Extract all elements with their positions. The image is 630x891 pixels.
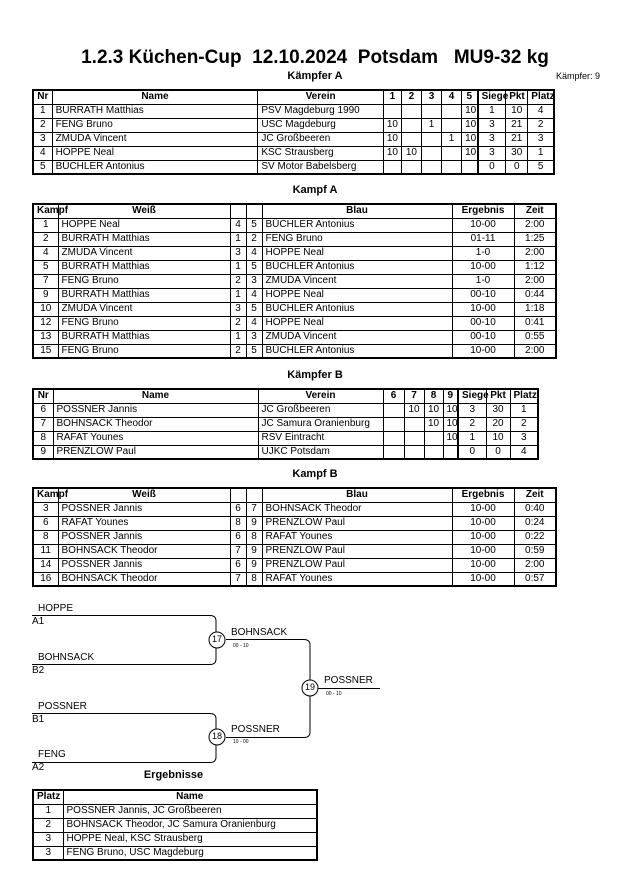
fights_a-cell: 4 [33, 246, 58, 260]
pool_a-cell: 3 [528, 132, 554, 146]
bracket-entrant-2-seed: B2 [32, 665, 45, 676]
pool_a-cell: 1 [33, 104, 52, 118]
results-cell: HOPPE Neal, KSC Strausberg [63, 832, 317, 846]
fights_b-cell: 14 [33, 558, 58, 572]
fights_a-cell: 13 [33, 330, 58, 344]
bracket-entrant-1-name: HOPPE [38, 603, 74, 614]
pool_a-cell: 10 [383, 146, 401, 160]
fights_a-cell: BURRATH Matthias [58, 260, 230, 274]
fights_b-header-0: Kampf [33, 488, 58, 502]
fights_a-cell: 0:41 [514, 316, 556, 330]
pool_b-cell: UJKC Potsdam [258, 445, 383, 459]
pool_a-cell: 21 [506, 132, 528, 146]
fights_a-cell: 1 [230, 288, 246, 302]
bracket-entrant-4-seed: A2 [32, 762, 45, 773]
fights_a-cell: 2 [33, 232, 58, 246]
fights_a-cell: 10-00 [452, 302, 514, 316]
fights_b-cell: 16 [33, 572, 58, 586]
pool_a-cell: 21 [506, 118, 528, 132]
pool_b-cell: 7 [33, 417, 53, 431]
results-cell: FENG Bruno, USC Magdeburg [63, 846, 317, 860]
pool_b-cell: 1 [458, 431, 486, 445]
pool_a-cell: 1 [528, 146, 554, 160]
pool_a-cell: 0 [478, 160, 506, 174]
fights_a-cell: 1:25 [514, 232, 556, 246]
fights_b-cell: 10-00 [452, 530, 514, 544]
fights_a-cell: 0:44 [514, 288, 556, 302]
fights_a-cell: 3 [230, 246, 246, 260]
results-cell: 3 [33, 846, 63, 860]
fights_a-cell: 5 [33, 260, 58, 274]
fights_b-cell: POSSNER Jannis [58, 558, 230, 572]
fights_a-cell: 5 [246, 260, 262, 274]
fights_b-cell: 8 [246, 530, 262, 544]
pool_b-header-9: Platz [510, 389, 538, 403]
pool_b-cell: 3 [510, 431, 538, 445]
fights_a-cell: 00-10 [452, 316, 514, 330]
fights_a-cell: 1-0 [452, 246, 514, 260]
fights_b-header-5: Ergebnis [452, 488, 514, 502]
pool_b-cell: 6 [33, 403, 53, 417]
table-row [33, 832, 317, 846]
semi-1-winner: BOHNSACK [231, 627, 288, 638]
fights_a-cell: 10-00 [452, 344, 514, 358]
fights_b-cell: RAFAT Younes [58, 516, 230, 530]
fights_b-cell: 8 [230, 516, 246, 530]
fights_a-cell: ZMUDA Vincent [58, 302, 230, 316]
fights_a-cell: 7 [33, 274, 58, 288]
semi-1-score: 00 - 10 [233, 643, 249, 649]
results-title: Ergebnisse [143, 769, 204, 781]
pool_a-cell: PSV Magdeburg 1990 [258, 104, 383, 118]
fights_a-cell: 10-00 [452, 260, 514, 274]
pool_b-header-1: Name [53, 389, 258, 403]
table-row [33, 804, 317, 818]
pool_a-header-1: Name [52, 90, 258, 104]
fights_b-cell: PRENZLOW Paul [262, 558, 452, 572]
pool_a-cell: FENG Bruno [52, 118, 258, 132]
fights_a-cell: FENG Bruno [58, 274, 230, 288]
fights_a-cell: 4 [230, 218, 246, 232]
results-header-0: Platz [33, 790, 63, 804]
fights_a-cell: FENG Bruno [58, 316, 230, 330]
pool_b-cell: 0 [486, 445, 510, 459]
results-header-1: Name [63, 790, 317, 804]
pool_b-cell: PRENZLOW Paul [53, 445, 258, 459]
fights_a-cell: 01-11 [452, 232, 514, 246]
fights_b-cell: 0:24 [514, 516, 556, 530]
pool_a-header-3: 1 [383, 90, 401, 104]
pool_a-cell: KSC Strausberg [258, 146, 383, 160]
pool_a-cell: 5 [33, 160, 52, 174]
pool_b-cell: 8 [33, 431, 53, 445]
pool_a-cell: 3 [478, 132, 506, 146]
fights_a-cell: 2:00 [514, 246, 556, 260]
fights_a-cell: BURRATH Matthias [58, 232, 230, 246]
fights_b-cell: 2:00 [514, 558, 556, 572]
pool_a-header-8: Siege [478, 90, 506, 104]
table-row [33, 818, 317, 832]
fights_b-cell: 0:22 [514, 530, 556, 544]
pool_a-header-4: 2 [401, 90, 421, 104]
fights_a-header-0: Kampf [33, 204, 58, 218]
pool_a-cell: 4 [33, 146, 52, 160]
bracket-entrant-3-name: POSSNER [38, 701, 87, 712]
fights_b-cell: 9 [246, 558, 262, 572]
pool_b-cell: 10 [424, 403, 443, 417]
pool_b-cell: 1 [510, 403, 538, 417]
pool_b-cell: 0 [458, 445, 486, 459]
pool_a-cell: 30 [506, 146, 528, 160]
fights_a-cell: HOPPE Neal [262, 316, 452, 330]
fights_a-cell: ZMUDA Vincent [262, 330, 452, 344]
fights_a-header-4: Blau [262, 204, 452, 218]
pool_a-cell: 5 [528, 160, 554, 174]
fights_b-cell: 3 [33, 502, 58, 516]
fights_a-cell: BURRATH Matthias [58, 330, 230, 344]
fights_b-header-1: Weiß [58, 488, 230, 502]
page-title: 1.2.3 Küchen-Cup 12.10.2024 Potsdam MU9-32 kg [81, 47, 549, 68]
fights_a-cell: 1:12 [514, 260, 556, 274]
fights_a-cell: BÜCHLER Antonius [262, 344, 452, 358]
pool_a-cell: BURRATH Matthias [52, 104, 258, 118]
fights_a-cell: 00-10 [452, 330, 514, 344]
fights_b-cell: PRENZLOW Paul [262, 544, 452, 558]
fights_a-cell: 0:55 [514, 330, 556, 344]
results-cell: POSSNER Jannis, JC Großbeeren [63, 804, 317, 818]
fights_b-cell: 9 [246, 516, 262, 530]
fights_b-cell: 6 [230, 502, 246, 516]
fights_a-cell: 1-0 [452, 274, 514, 288]
fights_a-cell: BÜCHLER Antonius [262, 260, 452, 274]
pool_a-cell: 3 [478, 146, 506, 160]
fights_a-header-5: Ergebnis [452, 204, 514, 218]
fights_a-cell: 10 [33, 302, 58, 316]
fights_b-cell: PRENZLOW Paul [262, 516, 452, 530]
fights_a-cell: 9 [33, 288, 58, 302]
fights_b-header-6: Zeit [514, 488, 556, 502]
fights_a-cell: 2 [230, 316, 246, 330]
pool-a-title: Kämpfer A [287, 70, 343, 82]
fights_a-cell: HOPPE Neal [262, 246, 452, 260]
fights_b-cell: 6 [230, 558, 246, 572]
pool_a-cell: 2 [528, 118, 554, 132]
fights_a-cell: HOPPE Neal [58, 218, 230, 232]
pool_b-cell: 9 [33, 445, 53, 459]
pool_b-cell: 10 [443, 417, 458, 431]
pool_a-cell: 1 [442, 132, 462, 146]
pool_b-cell: RSV Eintracht [258, 431, 383, 445]
pool_b-header-3: 6 [383, 389, 404, 403]
pool_b-header-8: Pkt [486, 389, 510, 403]
fights_a-cell: 1 [230, 232, 246, 246]
pool_b-header-2: Verein [258, 389, 383, 403]
fights_b-cell: RAFAT Younes [262, 572, 452, 586]
fights_a-cell: 1:18 [514, 302, 556, 316]
pool_a-cell: 4 [528, 104, 554, 118]
fights_b-cell: BOHNSACK Theodor [262, 502, 452, 516]
fights_a-cell: BÜCHLER Antonius [262, 218, 452, 232]
pool_a-cell: JC Großbeeren [258, 132, 383, 146]
semi-2-winner: POSSNER [231, 724, 280, 735]
fights_b-cell: 8 [33, 530, 58, 544]
pool_a-cell: 10 [462, 118, 478, 132]
pool_b-header-5: 8 [424, 389, 443, 403]
pool_a-cell: 2 [33, 118, 52, 132]
fights_b-cell: 0:57 [514, 572, 556, 586]
pool_a-header-6: 4 [442, 90, 462, 104]
pool_b-cell: BOHNSACK Theodor [53, 417, 258, 431]
pool-b-title: Kämpfer B [287, 369, 343, 381]
fight-18-label: 18 [211, 731, 222, 741]
pool_a-header-7: 5 [462, 90, 478, 104]
pool_a-header-10: Platz [528, 90, 554, 104]
fights_b-cell: RAFAT Younes [262, 530, 452, 544]
fights_a-cell: 5 [246, 302, 262, 316]
fights_a-cell: 2 [230, 344, 246, 358]
fights_a-cell: 10-00 [452, 218, 514, 232]
fight-17-label: 17 [211, 634, 222, 644]
fights_a-header-1: Weiß [58, 204, 230, 218]
pool_b-cell: 2 [458, 417, 486, 431]
bracket-entrant-3-seed: B1 [32, 714, 45, 725]
pool_a-header-0: Nr [33, 90, 52, 104]
fights_a-cell: 12 [33, 316, 58, 330]
fights_a-cell: HOPPE Neal [262, 288, 452, 302]
fights_b-cell: 10-00 [452, 516, 514, 530]
results-cell: BOHNSACK Theodor, JC Samura Oranienburg [63, 818, 317, 832]
pool_a-cell: 10 [383, 132, 401, 146]
pool_b-cell: 10 [404, 403, 424, 417]
pool_b-header-0: Nr [33, 389, 53, 403]
fights-b-title: Kampf B [292, 468, 338, 480]
pool_a-cell: 3 [33, 132, 52, 146]
pool_a-cell: 1 [421, 118, 441, 132]
final-winner: POSSNER [324, 675, 373, 686]
fights_b-cell: POSSNER Jannis [58, 530, 230, 544]
pool_a-cell: HOPPE Neal [52, 146, 258, 160]
fights_a-cell: 2:00 [514, 344, 556, 358]
fights_a-cell: 3 [246, 330, 262, 344]
pool_b-header-4: 7 [404, 389, 424, 403]
fights_a-cell: 1 [33, 218, 58, 232]
pool_a-cell: 10 [462, 146, 478, 160]
fights_b-cell: 8 [246, 572, 262, 586]
fights_a-cell: 1 [230, 260, 246, 274]
results-table [32, 789, 318, 861]
pool_b-cell: 3 [458, 403, 486, 417]
pool_a-cell: 10 [401, 146, 421, 160]
fights_a-cell: FENG Bruno [58, 344, 230, 358]
results-cell: 1 [33, 804, 63, 818]
pool_b-cell: 2 [510, 417, 538, 431]
bracket-entrant-4-name: FENG [38, 749, 66, 760]
fights_a-header-6: Zeit [514, 204, 556, 218]
results-cell: 3 [33, 832, 63, 846]
fights_a-cell: BURRATH Matthias [58, 288, 230, 302]
fighter-count: Kämpfer: 9 [555, 71, 600, 81]
fights_a-cell: 2:00 [514, 218, 556, 232]
pool_b-cell: POSSNER Jannis [53, 403, 258, 417]
fights_a-cell: ZMUDA Vincent [262, 274, 452, 288]
bracket-entrant-2-name: BOHNSACK [38, 652, 95, 663]
fights_a-cell: 2 [230, 274, 246, 288]
fights_a-cell: BÜCHLER Antonius [262, 302, 452, 316]
fights_a-cell: 1 [230, 330, 246, 344]
pool_b-header-6: 9 [443, 389, 458, 403]
fights_b-cell: 7 [230, 572, 246, 586]
pool_b-cell: 30 [486, 403, 510, 417]
pool_b-cell: JC Samura Oranienburg [258, 417, 383, 431]
fights_b-cell: 10-00 [452, 558, 514, 572]
pool_a-header-9: Pkt [506, 90, 528, 104]
pool_a-cell: ZMUDA Vincent [52, 132, 258, 146]
fight-19-label: 19 [304, 682, 315, 692]
pool_b-header-7: Siege [458, 389, 486, 403]
fights_b-cell: POSSNER Jannis [58, 502, 230, 516]
pool_b-cell: 20 [486, 417, 510, 431]
semi-2-score: 10 - 00 [233, 739, 249, 745]
fights_b-cell: 6 [33, 516, 58, 530]
fights_a-cell: 00-10 [452, 288, 514, 302]
bracket-entrant-1-seed: A1 [32, 616, 45, 627]
fights_a-cell: 5 [246, 344, 262, 358]
results-cell: 2 [33, 818, 63, 832]
fights_a-cell: 4 [246, 288, 262, 302]
fights_b-cell: 10-00 [452, 544, 514, 558]
fights_b-cell: BOHNSACK Theodor [58, 544, 230, 558]
pool_a-cell: 10 [462, 104, 478, 118]
pool_b-cell: RAFAT Younes [53, 431, 258, 445]
fights_b-cell: 10-00 [452, 502, 514, 516]
fights_a-cell: 3 [230, 302, 246, 316]
fights-a-title: Kampf A [292, 184, 338, 196]
fights_b-cell: BOHNSACK Theodor [58, 572, 230, 586]
fights_a-cell: 2:00 [514, 274, 556, 288]
fights_b-cell: 10-00 [452, 572, 514, 586]
fights_b-cell: 6 [230, 530, 246, 544]
fights_b-cell: 9 [246, 544, 262, 558]
pool_b-cell: 4 [510, 445, 538, 459]
pool_a-cell: 10 [462, 132, 478, 146]
pool_a-cell: SV Motor Babelsberg [258, 160, 383, 174]
pool_a-header-5: 3 [421, 90, 441, 104]
pool_a-cell: 10 [383, 118, 401, 132]
pool_b-cell: 10 [486, 431, 510, 445]
fights_a-cell: 4 [246, 246, 262, 260]
pool_a-cell: 10 [506, 104, 528, 118]
pool_b-cell: 10 [443, 431, 458, 445]
pool_b-cell: JC Großbeeren [258, 403, 383, 417]
pool_b-cell: 10 [443, 403, 458, 417]
fights_b-cell: 11 [33, 544, 58, 558]
fights_b-cell: 0:59 [514, 544, 556, 558]
table-row [33, 846, 317, 860]
fights_a-cell: ZMUDA Vincent [58, 246, 230, 260]
fights_a-cell: FENG Bruno [262, 232, 452, 246]
fights_b-cell: 7 [246, 502, 262, 516]
fights_a-cell: 4 [246, 316, 262, 330]
final-score: 00 - 10 [326, 691, 342, 697]
pool_a-cell: 0 [506, 160, 528, 174]
pool_a-cell: BÜCHLER Antonius [52, 160, 258, 174]
pool_a-cell: 1 [478, 104, 506, 118]
fights_a-cell: 3 [246, 274, 262, 288]
fights_b-header-4: Blau [262, 488, 452, 502]
fights_b-cell: 7 [230, 544, 246, 558]
fights_b-cell: 0:40 [514, 502, 556, 516]
pool_a-header-2: Verein [258, 90, 383, 104]
pool_a-cell: USC Magdeburg [258, 118, 383, 132]
fights_a-cell: 2 [246, 232, 262, 246]
fights_a-cell: 5 [246, 218, 262, 232]
pool_a-cell: 3 [478, 118, 506, 132]
fights_a-cell: 15 [33, 344, 58, 358]
pool_b-cell: 10 [424, 417, 443, 431]
